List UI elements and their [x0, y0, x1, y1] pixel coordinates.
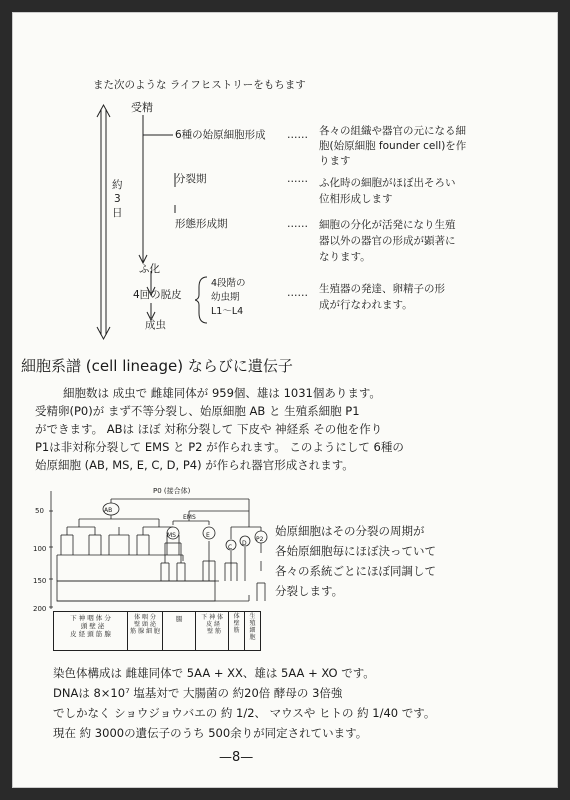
node-p2: P2	[256, 536, 264, 543]
node-c: C	[228, 544, 233, 551]
para1-line-2: 受精卵(P0)が まず不等分裂し、始原細胞 AB と 生殖系細胞 P1	[35, 404, 360, 418]
step-division-desc-1: ふ化時の細胞がほぼ出そろい	[319, 177, 456, 189]
para2-line-2: DNAは 8×10⁷ 塩基対で 大腸菌の 約20倍 酵母の 3倍強	[53, 686, 343, 700]
step-founder-cells: 6種の始原細胞形成	[175, 129, 266, 141]
larva-desc-1: 生殖器の発達、卵精子の形	[319, 283, 445, 295]
larva-stage-3: L1〜L4	[211, 306, 244, 317]
fate-p4: 生 殖 細 胞	[249, 613, 256, 641]
axis-tick-100: 100	[33, 545, 47, 553]
larva-stage-1: 4段階の	[211, 278, 246, 289]
step-division: 分裂期	[175, 173, 207, 185]
fate-c: 下 神 体 皮 経 壁 筋	[196, 612, 229, 650]
dots-4: ……	[287, 287, 308, 299]
duration-double-arrow	[93, 103, 117, 343]
step-morphogenesis: 形態形成期	[175, 218, 228, 230]
section-title: 細胞系譜 (cell lineage) ならびに遺伝子	[21, 357, 293, 375]
node-ems: EMS	[183, 514, 196, 521]
larva-desc-2: 成が行なわれます。	[319, 299, 413, 311]
fig-caption-3: 各々の系統ごとにほぼ同調して	[275, 564, 436, 578]
step-founder-desc-1: 各々の組織や器官の元になる細	[319, 125, 466, 137]
stage-adult: 成虫	[145, 319, 166, 331]
node-ms: MS	[167, 532, 176, 539]
dots-1: ……	[287, 129, 308, 141]
fate-ab: 下 神 咽 体 分 頭 壁 泌 皮 経 頭 筋 腺	[54, 612, 128, 650]
para1-line-4: P1は非対称分裂して EMS と P2 が作られます。 このようにして 6種の	[35, 440, 404, 454]
larva-brace	[195, 275, 209, 325]
fate-ms: 体 咽 分 壁 頭 泌 筋 腺 細 胞	[128, 612, 163, 650]
node-e: E	[206, 532, 210, 539]
step-morph-desc-2: 器以外の器官の形成が顕著に	[319, 235, 456, 247]
intro-text: また次のような ライフヒストリーをもちます	[93, 79, 306, 91]
duration-char-3: 日	[112, 207, 123, 219]
step-founder-desc-2: 胞(始原細胞 founder cell)を作	[319, 140, 467, 152]
fate-table	[53, 611, 261, 651]
stage-fertilization: 受精	[131, 101, 153, 114]
step-morph-desc-1: 細胞の分化が活発になり生殖	[319, 219, 456, 231]
para1-line-1: 細胞数は 成虫で 雌雄同体が 959個、雄は 1031個あります。	[63, 386, 381, 400]
step-morph-desc-3: なります。	[319, 251, 371, 263]
node-d: D	[242, 540, 247, 547]
stage-hatch: ふ化	[139, 263, 160, 275]
fig-caption-4: 分裂します。	[275, 584, 344, 598]
axis-tick-200: 200	[33, 605, 47, 613]
axis-tick-50: 50	[35, 507, 44, 515]
dots-2: ……	[287, 173, 308, 185]
step-division-desc-2: 位相形成します	[319, 193, 393, 205]
lineage-tree	[49, 491, 269, 611]
dots-3: ……	[287, 218, 308, 230]
page-number: —8—	[219, 750, 254, 765]
para1-line-3: ができます。 ABは ほぼ 対称分裂して 下皮や 神経系 その他を作り	[35, 422, 383, 436]
larva-stage-2: 幼虫期	[211, 292, 240, 303]
fate-d: 体 壁 筋	[229, 612, 245, 650]
duration-char-2: 3	[114, 193, 121, 205]
cell-lineage-figure	[35, 483, 265, 651]
para1-line-5: 始原細胞 (AB, MS, E, C, D, P4) が作られ器官形成されます。	[35, 458, 354, 472]
step-founder-desc-3: ります	[319, 155, 351, 167]
node-ab: AB	[104, 507, 113, 514]
para2-line-1: 染色体構成は 雌雄同体で 5AA + XX、雄は 5AA + XO です。	[53, 666, 375, 680]
duration-char-1: 約	[112, 179, 123, 191]
stage-molt: 4回の脱皮	[133, 289, 182, 301]
fig-caption-1: 始原細胞はその分裂の周期が	[275, 524, 425, 538]
fig-caption-2: 各始原細胞毎にほぼ決っていて	[275, 544, 436, 558]
axis-tick-150: 150	[33, 577, 47, 585]
para2-line-4: 現在 約 3000の遺伝子のうち 500余りが同定されています。	[53, 726, 368, 740]
fate-e: 腸	[163, 612, 196, 650]
document-page	[12, 12, 558, 788]
top-label: P0 (接合体)	[153, 487, 191, 495]
para2-line-3: でしかなく ショウジョウバエの 約 1/2、 マウスや ヒトの 約 1/40 です。	[53, 706, 436, 720]
